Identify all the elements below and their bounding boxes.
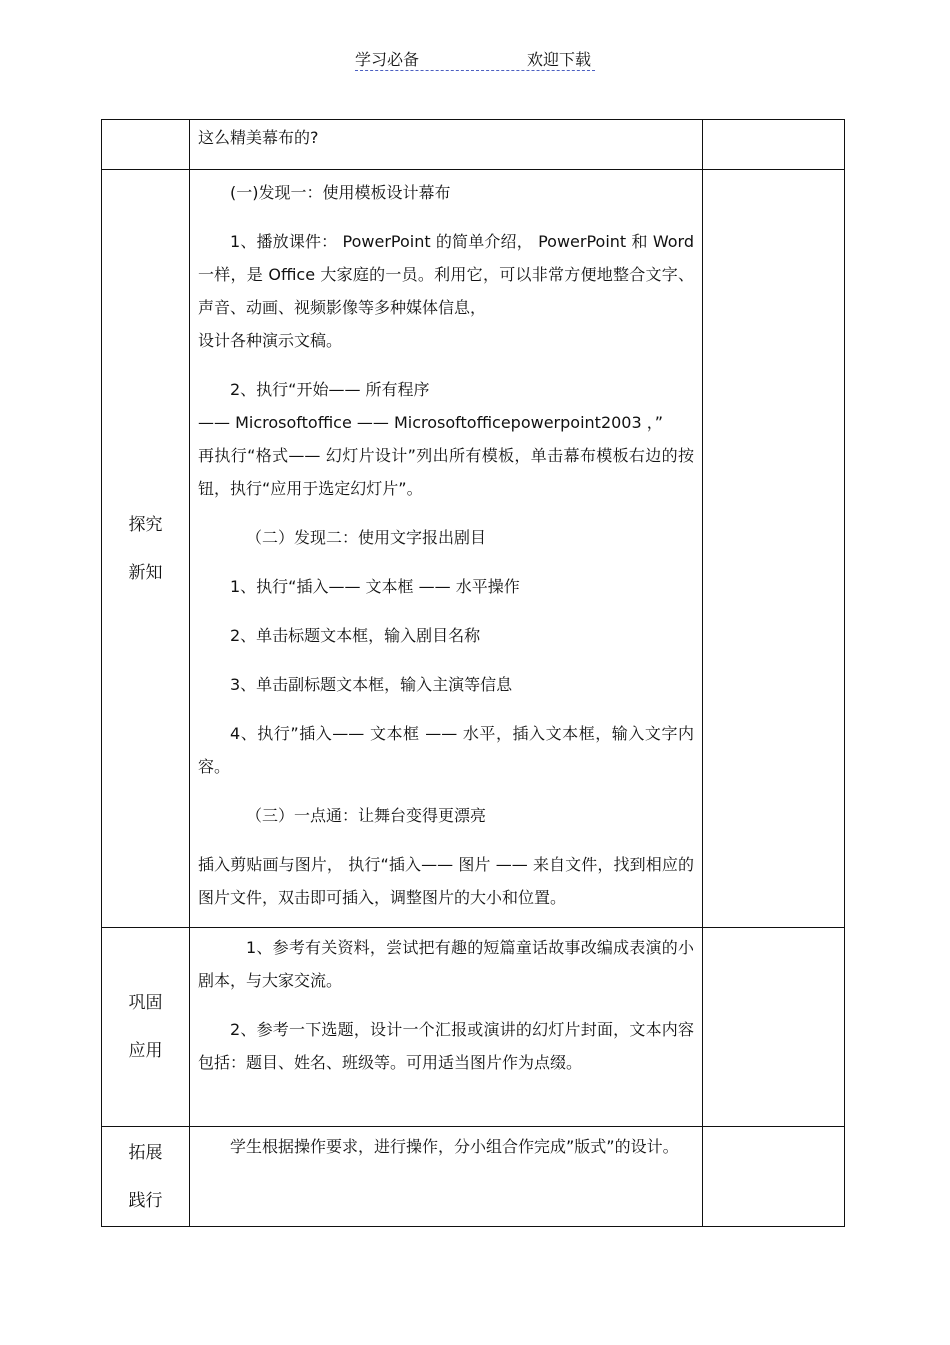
header-left-text: 学习必备 bbox=[355, 50, 420, 69]
intro-text: 这么精美幕布的? bbox=[198, 128, 319, 147]
paragraph: 插入剪贴画与图片， 执行“插入—— 图片 —— 来自文件，找到相应的图片文件，双击即可插入，调整图片的大小和位置。 bbox=[198, 855, 694, 907]
row-content-explore bbox=[190, 170, 703, 928]
header-underline bbox=[355, 70, 595, 71]
paragraph: 4、执行”插入—— 文本框 —— 水平，插入文本框，输入文字内容。 bbox=[198, 724, 694, 776]
row-label-consolidate bbox=[102, 928, 190, 1127]
header-right-text: 欢迎下载 bbox=[526, 50, 591, 69]
paragraph: 设计各种演示文稿。 bbox=[198, 331, 343, 350]
row-notes-consolidate bbox=[703, 928, 845, 1127]
row-content-consolidate bbox=[190, 928, 703, 1127]
table-row-extend bbox=[102, 1127, 845, 1227]
label-line: 拓展 bbox=[128, 1142, 163, 1163]
label-line: 巩固 bbox=[128, 993, 163, 1013]
row-content-extend bbox=[190, 1127, 703, 1227]
paragraph: 2、单击标题文本框，输入剧目名称 bbox=[230, 626, 481, 645]
row-notes-intro bbox=[703, 120, 845, 170]
row-notes-extend bbox=[703, 1127, 845, 1227]
section-heading: （二）发现二：使用文字报出剧目 bbox=[246, 528, 487, 547]
section-heading: (一)发现一：使用模板设计幕布 bbox=[230, 183, 451, 202]
section-heading: （三）一点通：让舞台变得更漂亮 bbox=[246, 806, 487, 825]
paragraph: 2、执行“开始—— 所有程序 bbox=[230, 380, 430, 399]
row-notes-explore bbox=[703, 170, 845, 928]
paragraph: 3、单击副标题文本框，输入主演等信息 bbox=[230, 675, 513, 694]
paragraph: 2、参考一下选题，设计一个汇报或演讲的幻灯片封面，文本内容包括：题目、姓名、班级等。可用适当图片作为点缀。 bbox=[198, 1020, 694, 1072]
label-line: 应用 bbox=[128, 1041, 163, 1061]
row-label-explore bbox=[102, 170, 190, 928]
label-line: 探究 bbox=[128, 514, 163, 535]
paragraph: 1、播放课件： PowerPoint 的简单介绍， PowerPoint 和 Word 一样，是 Office 大家庭的一员。利用它，可以非常方便地整合文字、声音、动画、视频影像等多种媒体信息， bbox=[198, 232, 694, 317]
paragraph: —— Microsoftoffice —— Microsoftofficepowerpoint2003 ，” bbox=[198, 413, 664, 432]
page-header bbox=[355, 48, 595, 72]
paragraph: 1、执行“插入—— 文本框 —— 水平操作 bbox=[230, 577, 520, 596]
row-label-intro bbox=[102, 120, 190, 170]
table-row-intro bbox=[102, 120, 845, 170]
paragraph: 再执行“格式—— 幻灯片设计”列出所有模板，单击幕布模板右边的按钮，执行“应用于选定幻灯片”。 bbox=[198, 446, 694, 498]
row-label-extend bbox=[102, 1127, 190, 1227]
label-line: 新知 bbox=[128, 562, 163, 583]
table-row-consolidate bbox=[102, 928, 845, 1127]
row-content-intro bbox=[190, 120, 703, 170]
label-line: 践行 bbox=[128, 1190, 163, 1211]
lesson-plan-table bbox=[101, 119, 845, 1227]
paragraph: 1、参考有关资料，尝试把有趣的短篇童话故事改编成表演的小剧本，与大家交流。 bbox=[198, 938, 694, 990]
table-row-explore bbox=[102, 170, 845, 928]
paragraph: 学生根据操作要求，进行操作，分小组合作完成”版式”的设计。 bbox=[230, 1137, 679, 1156]
